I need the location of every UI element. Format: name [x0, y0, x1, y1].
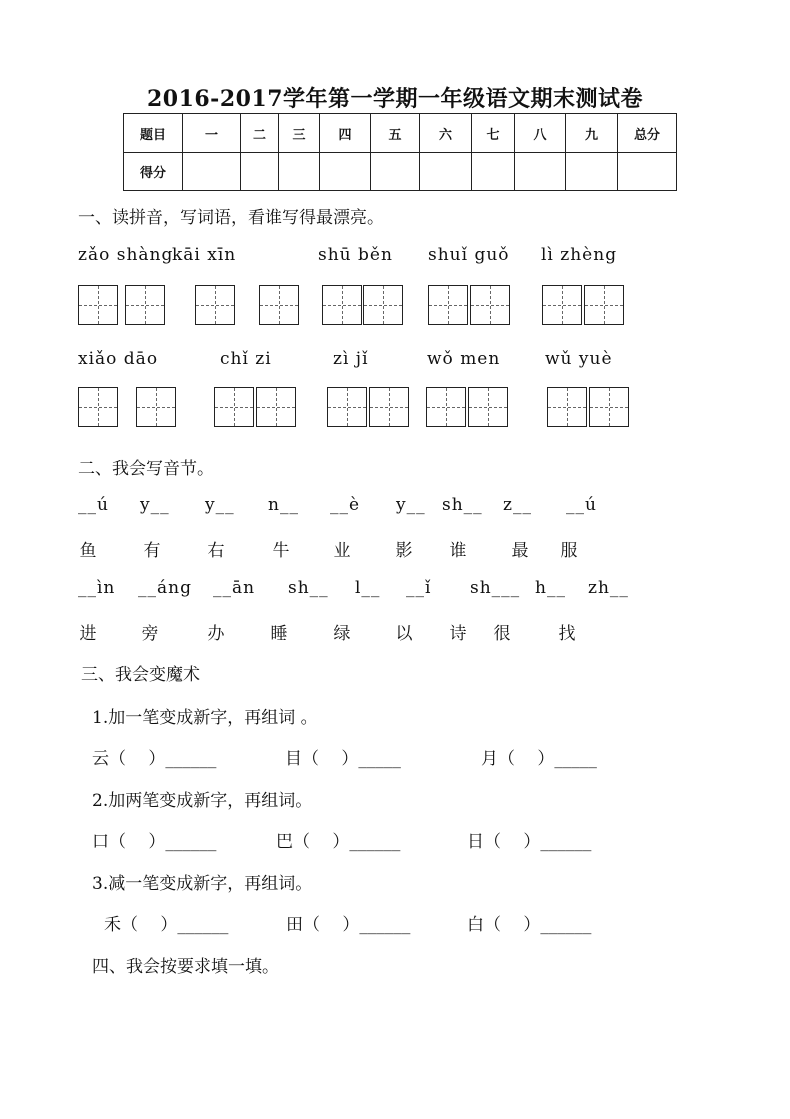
section2-heading: 二、我会写音节。 [78, 459, 214, 479]
score-input-cell[interactable] [279, 153, 320, 191]
score-input-cell[interactable] [515, 153, 566, 191]
pinyin-word: kāi xīn [172, 245, 237, 265]
hanzi-char: 鱼 [79, 541, 97, 561]
question-text: 3.减一笔变成新字，再组词。 [92, 874, 313, 894]
pinyin-blank[interactable]: __ān [213, 578, 256, 598]
score-input-cell[interactable] [183, 153, 241, 191]
hanzi-char: 以 [395, 624, 413, 644]
score-header-cell: 题目 [124, 114, 183, 153]
writing-box[interactable] [542, 285, 582, 325]
score-table [123, 113, 677, 191]
section1-heading: 一、读拼音，写词语，看谁写得最漂亮。 [78, 208, 384, 228]
pinyin-blank[interactable]: __ǐ [406, 578, 432, 598]
score-input-cell[interactable] [420, 153, 472, 191]
score-table-score-row [124, 153, 677, 191]
score-input-cell[interactable] [371, 153, 420, 191]
fill-item[interactable]: 巴（ ）______ [276, 832, 401, 852]
pinyin-blank[interactable]: sh__ [442, 495, 483, 515]
hanzi-char: 绿 [333, 624, 351, 644]
hanzi-char: 最 [511, 541, 529, 561]
pinyin-blank[interactable]: l__ [355, 578, 381, 598]
score-header-cell: 二 [241, 114, 279, 153]
writing-box[interactable] [589, 387, 629, 427]
fill-item[interactable]: 田（ ）______ [286, 915, 411, 935]
writing-box[interactable] [78, 387, 118, 427]
writing-box[interactable] [428, 285, 468, 325]
pinyin-blank[interactable]: y__ [396, 495, 426, 515]
writing-box[interactable] [369, 387, 409, 427]
score-input-cell[interactable] [618, 153, 677, 191]
pinyin-word: wǔ yuè [545, 349, 613, 369]
pinyin-blank[interactable]: h__ [535, 578, 566, 598]
score-header-cell: 七 [472, 114, 515, 153]
hanzi-char: 牛 [272, 541, 290, 561]
pinyin-blank[interactable]: __áng [138, 578, 192, 598]
pinyin-word: xiǎo dāo [78, 349, 159, 369]
hanzi-char: 右 [207, 541, 225, 561]
fill-item[interactable]: 禾（ ）______ [104, 915, 229, 935]
hanzi-char: 诗 [449, 624, 467, 644]
writing-box[interactable] [214, 387, 254, 427]
pinyin-blank[interactable]: y__ [205, 495, 235, 515]
score-input-cell[interactable] [320, 153, 371, 191]
writing-box[interactable] [78, 285, 118, 325]
pinyin-blank[interactable]: sh___ [470, 578, 521, 598]
pinyin-blank[interactable]: y__ [140, 495, 170, 515]
pinyin-blank[interactable]: sh__ [288, 578, 329, 598]
pinyin-blank[interactable]: __è [330, 495, 361, 515]
pinyin-word: wǒ men [427, 349, 501, 369]
pinyin-blank[interactable]: zh__ [588, 578, 629, 598]
pinyin-blank[interactable]: __ú [566, 495, 597, 515]
score-header-cell: 总分 [618, 114, 677, 153]
pinyin-blank[interactable]: z__ [503, 495, 532, 515]
fill-item[interactable]: 白（ ）______ [467, 915, 592, 935]
writing-box[interactable] [426, 387, 466, 427]
hanzi-char: 办 [207, 624, 225, 644]
question-text: 1.加一笔变成新字，再组词 。 [92, 708, 318, 728]
fill-item[interactable]: 日（ ）______ [467, 832, 592, 852]
writing-box[interactable] [322, 285, 362, 325]
pinyin-blank[interactable]: __ú [78, 495, 109, 515]
hanzi-char: 影 [395, 541, 413, 561]
fill-item[interactable]: 目（ ）_____ [285, 749, 401, 769]
pinyin-blank[interactable]: __ìn [78, 578, 116, 598]
writing-box[interactable] [125, 285, 165, 325]
hanzi-char: 谁 [449, 541, 467, 561]
pinyin-word: shuǐ guǒ [428, 245, 510, 265]
section4-heading: 四、我会按要求填一填。 [92, 957, 279, 977]
writing-box[interactable] [470, 285, 510, 325]
score-header-cell: 五 [371, 114, 420, 153]
question-text: 2.加两笔变成新字，再组词。 [92, 791, 313, 811]
score-header-cell: 八 [515, 114, 566, 153]
score-table-header-row [124, 114, 677, 153]
fill-item[interactable]: 口（ ）______ [92, 832, 217, 852]
score-header-cell: 六 [420, 114, 472, 153]
pinyin-word: shū běn [318, 245, 393, 265]
hanzi-char: 进 [79, 624, 97, 644]
score-input-cell[interactable] [472, 153, 515, 191]
hanzi-char: 很 [493, 624, 511, 644]
hanzi-char: 有 [143, 541, 161, 561]
score-input-cell[interactable] [241, 153, 279, 191]
writing-box[interactable] [468, 387, 508, 427]
writing-box[interactable] [136, 387, 176, 427]
writing-box[interactable] [547, 387, 587, 427]
section3-heading: 三、我会变魔术 [81, 665, 200, 685]
writing-box[interactable] [256, 387, 296, 427]
pinyin-word: zǎo shàng [78, 245, 174, 265]
fill-item[interactable]: 云（ ）______ [92, 749, 217, 769]
writing-box[interactable] [195, 285, 235, 325]
pinyin-word: zì jǐ [333, 349, 369, 369]
hanzi-char: 找 [558, 624, 576, 644]
score-header-cell: 一 [183, 114, 241, 153]
pinyin-word: lì zhèng [541, 245, 618, 265]
score-input-cell[interactable] [566, 153, 618, 191]
score-header-cell: 三 [279, 114, 320, 153]
pinyin-blank[interactable]: n__ [268, 495, 299, 515]
score-header-cell: 四 [320, 114, 371, 153]
hanzi-char: 业 [333, 541, 351, 561]
hanzi-char: 旁 [141, 624, 159, 644]
fill-item[interactable]: 月（ ）_____ [481, 749, 597, 769]
writing-box[interactable] [363, 285, 403, 325]
pinyin-word: chǐ zi [220, 349, 272, 369]
score-header-cell: 九 [566, 114, 618, 153]
writing-box[interactable] [259, 285, 299, 325]
writing-box[interactable] [584, 285, 624, 325]
score-row-label: 得分 [124, 153, 183, 191]
hanzi-char: 服 [560, 541, 578, 561]
writing-box[interactable] [327, 387, 367, 427]
page-title: 2016-2017学年第一学期一年级语文期末测试卷 [146, 86, 644, 112]
hanzi-char: 睡 [270, 624, 288, 644]
